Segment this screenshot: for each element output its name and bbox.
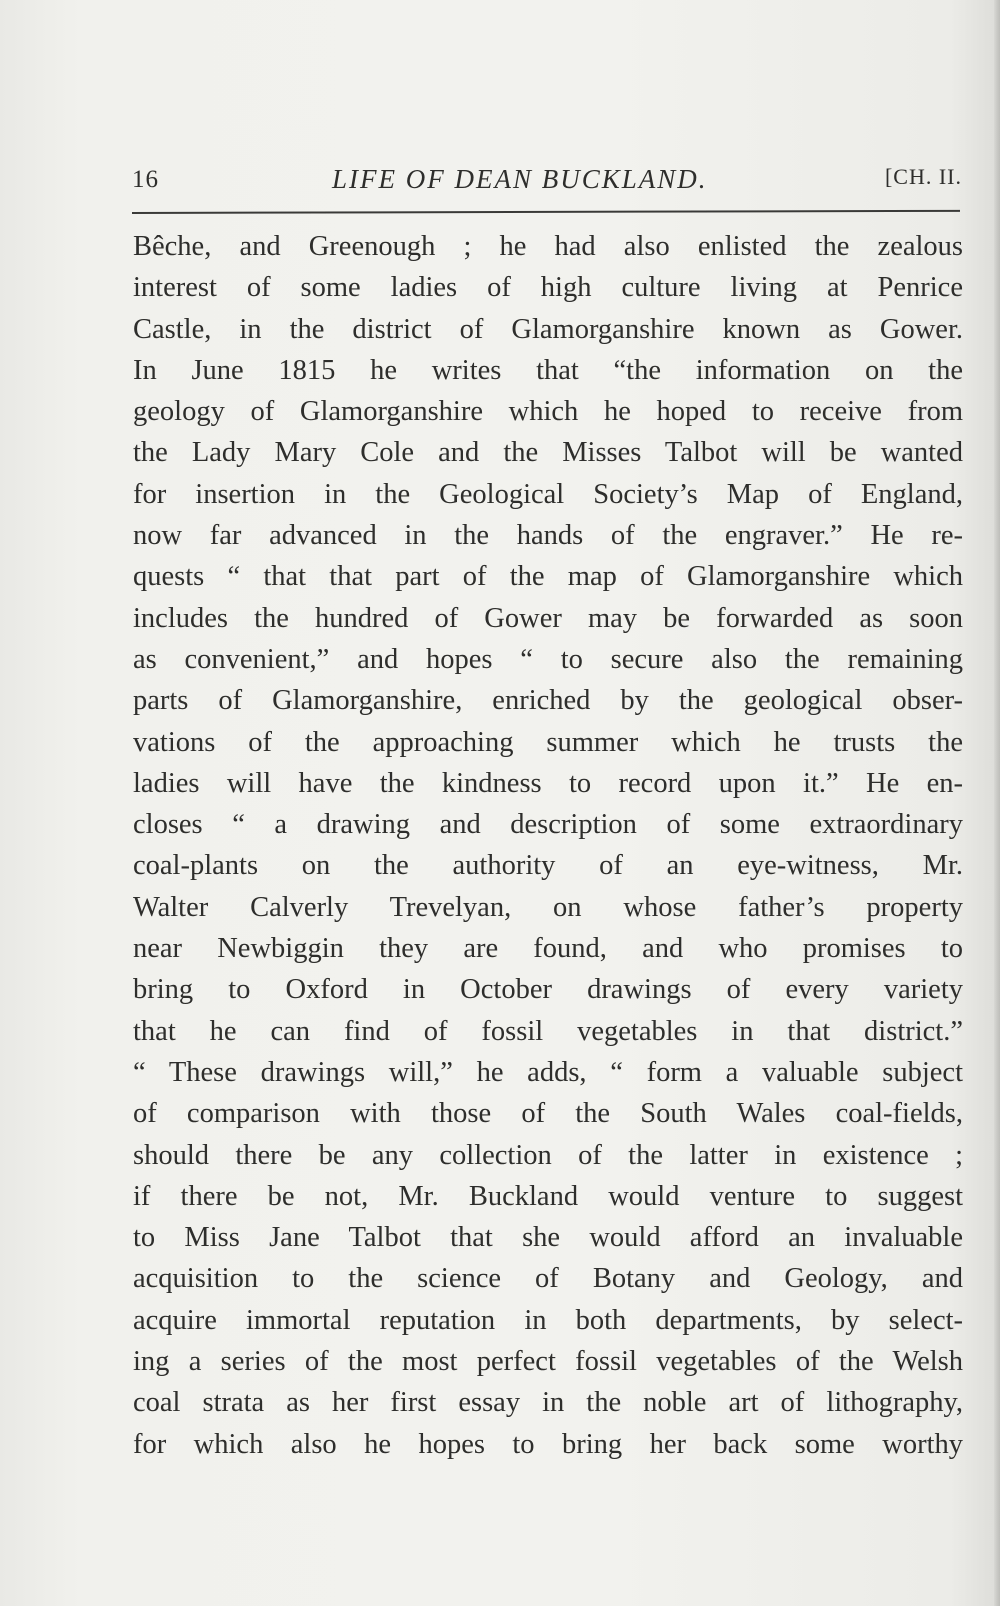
text-line: coal-plants on the authority of an eye-witness, Mr. bbox=[133, 850, 963, 882]
text-line: bring to Oxford in October drawings of every variety bbox=[133, 974, 963, 1006]
text-line: now far advanced in the hands of the engraver.” He re- bbox=[133, 520, 963, 552]
text-line: interest of some ladies of high culture living at Penrice bbox=[133, 272, 963, 304]
body-text bbox=[133, 226, 963, 1465]
text-line: Bêche, and Greenough ; he had also enlisted the zealous bbox=[133, 231, 963, 262]
text-line: near Newbiggin they are found, and who promises to bbox=[133, 933, 963, 965]
text-line: for insertion in the Geological Society’s Map of England, bbox=[133, 478, 963, 510]
text-line: of comparison with those of the South Wales coal-fields, bbox=[133, 1098, 963, 1130]
text-line: Castle, in the district of Glamorganshire known as Gower. bbox=[133, 313, 963, 345]
page-number: 16 bbox=[132, 166, 159, 193]
text-line: the Lady Mary Cole and the Misses Talbot will be wanted bbox=[133, 437, 963, 469]
text-line: if there be not, Mr. Buckland would venture to suggest bbox=[133, 1180, 963, 1212]
text-line: ladies will have the kindness to record upon it.” He en- bbox=[133, 767, 963, 799]
text-line: Walter Calverly Trevelyan, on whose father’s property bbox=[133, 891, 963, 923]
text-line: quests “ that that part of the map of Glamorganshire which bbox=[133, 561, 963, 593]
text-line: coal strata as her first essay in the noble art of lithography, bbox=[133, 1387, 963, 1419]
text-line: to Miss Jane Talbot that she would afford an invaluable bbox=[133, 1222, 963, 1254]
text-line: geology of Glamorganshire which he hoped to receive from bbox=[133, 396, 963, 428]
text-line: ing a series of the most perfect fossil vegetables of the Welsh bbox=[133, 1346, 963, 1378]
text-line: closes “ a drawing and description of some extraordinary bbox=[133, 809, 963, 841]
text-line: for which also he hopes to bring her back some worthy bbox=[133, 1428, 963, 1460]
text-line: that he can find of fossil vegetables in that district.” bbox=[133, 1015, 963, 1047]
text-line: should there be any collection of the latter in existence ; bbox=[133, 1139, 963, 1171]
header-rule bbox=[132, 210, 960, 214]
text-line: In June 1815 he writes that “the information on the bbox=[133, 354, 963, 386]
running-title: LIFE OF DEAN BUCKLAND. bbox=[332, 164, 708, 194]
text-line: vations of the approaching summer which he trusts the bbox=[133, 726, 963, 758]
chapter-marker: [CH. II. bbox=[884, 164, 962, 189]
text-line: “ These drawings will,” he adds, “ form a valuable subject bbox=[133, 1056, 963, 1088]
text-line: acquire immortal reputation in both departments, by select- bbox=[133, 1304, 963, 1336]
text-line: as convenient,” and hopes “ to secure also the remaining bbox=[133, 643, 963, 675]
running-header bbox=[132, 160, 962, 204]
text-line: acquisition to the science of Botany and Geology, and bbox=[133, 1263, 963, 1295]
text-line: parts of Glamorganshire, enriched by the geological obser- bbox=[133, 685, 963, 717]
text-line: includes the hundred of Gower may be forwarded as soon bbox=[133, 602, 963, 634]
page-edge-shadow bbox=[994, 0, 1000, 1606]
